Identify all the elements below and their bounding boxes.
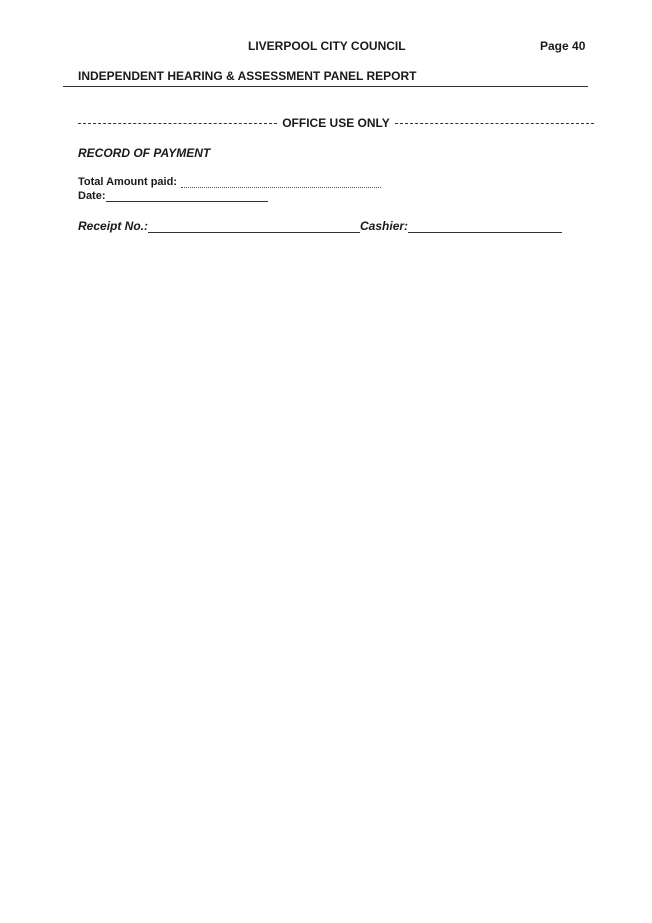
header-divider: [63, 86, 588, 87]
cashier-blank[interactable]: [408, 222, 562, 233]
left-dash-rule: [78, 123, 277, 124]
receipt-cashier-row: [78, 219, 562, 233]
page-number: Page 40: [540, 39, 586, 53]
right-dash-rule: [395, 123, 594, 124]
office-use-label: OFFICE USE ONLY: [282, 116, 390, 130]
cashier-label: Cashier:: [360, 219, 409, 233]
receipt-blank[interactable]: [148, 222, 360, 233]
date-row: [78, 190, 268, 202]
date-blank[interactable]: [106, 191, 268, 202]
total-amount-blank[interactable]: [181, 178, 381, 188]
report-title: INDEPENDENT HEARING & ASSESSMENT PANEL REPORT: [78, 69, 417, 83]
total-amount-row: [78, 176, 381, 188]
record-of-payment-heading: RECORD OF PAYMENT: [78, 146, 211, 160]
receipt-label: Receipt No.:: [78, 219, 149, 233]
council-name: LIVERPOOL CITY COUNCIL: [248, 39, 406, 53]
date-label: Date:: [78, 190, 106, 202]
total-amount-label: Total Amount paid:: [78, 176, 177, 188]
office-use-banner: [78, 116, 594, 130]
